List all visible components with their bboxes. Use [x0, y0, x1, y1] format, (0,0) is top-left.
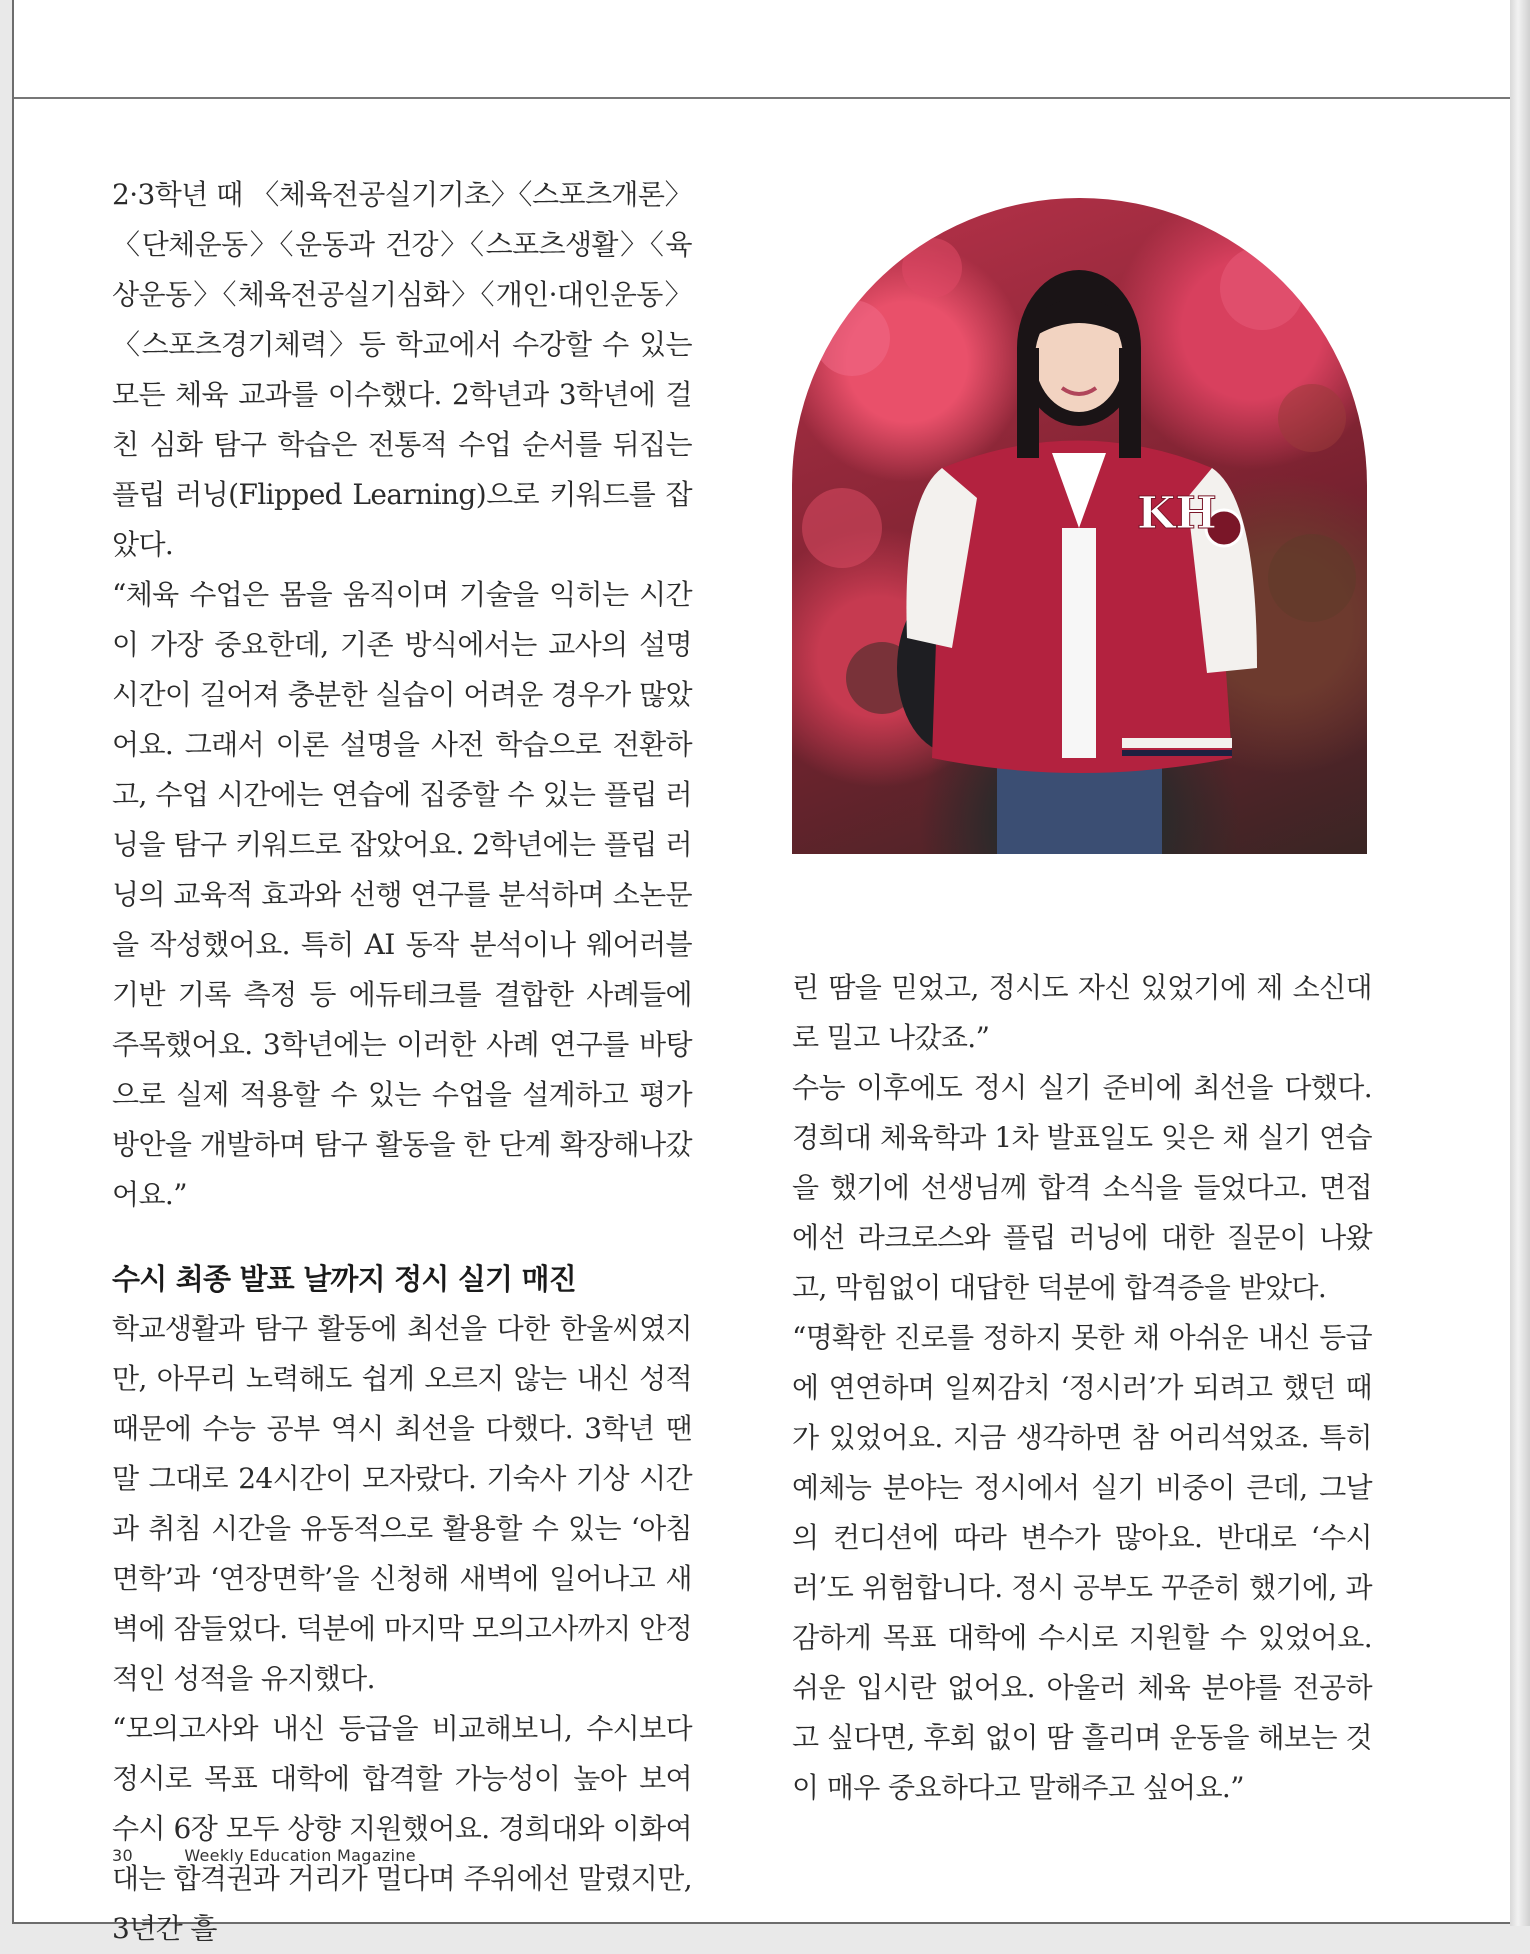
section-heading: 수시 최종 발표 날까지 정시 실기 매진: [112, 1262, 576, 1296]
magazine-name: Weekly Education Magazine: [184, 1846, 416, 1865]
body-paragraph: 2·3학년 때 〈체육전공실기기초〉〈스포츠개론〉〈단체운동〉〈운동과 건강〉〈스포츠생활〉〈육상운동〉〈체육전공실기심화〉〈개인·대인운동〉〈스포츠경기체력〉등 학교에서 수강할 수 있는 모든 체육 교과를 이수했다. 2학년과 3학년에 걸친 심화 탐구 학습은 전통적 수업 순서를 뒤집는 플립 러닝(Flipped Learning)으로 키워드를 잡았다.: [112, 178, 692, 561]
quote-continuation: 린 땀을 믿었고, 정시도 자신 있었기에 제 소신대로 밀고 나갔죠.”: [792, 971, 1372, 1054]
quote-paragraph: “모의고사와 내신 등급을 비교해보니, 수시보다 정시로 목표 대학에 합격할 가능성이 높아 보여 수시 6장 모두 상향 지원했어요. 경희대와 이화여대는 합격권과 거리가 멀다며 주위에선 말렸지만, 3년간 흘: [112, 1712, 692, 1945]
header-rule: [14, 97, 1510, 99]
jacket-letters: KH: [1137, 488, 1217, 539]
left-column: [112, 170, 692, 1954]
page-number: 30: [112, 1846, 133, 1865]
quote-paragraph: “명확한 진로를 정하지 못한 채 아쉬운 내신 등급에 연연하며 일찌감치 ‘정시러’가 되려고 했던 때가 있었어요. 지금 생각하면 참 어리석었죠. 특히 예체능 분야는 정시에서 실기 비중이 큰데, 그날의 컨디션에 따라 변수가 많아요. 반대로 ‘수시러’도 위험합니다. 정시 공부도 꾸준히 했기에, 과감하게 목표 대학에 수시로 지원할 수 있었어요. 쉬운 입시란 없어요. 아울러 체육 분야를 전공하고 싶다면, 후회 없이 땀 흘리며 운동을 해보는 것이 매우 중요하다고 말해주고 싶어요.”: [792, 1321, 1372, 1804]
page-edge: [1510, 0, 1530, 1926]
body-paragraph: 수능 이후에도 정시 실기 준비에 최선을 다했다. 경희대 체육학과 1차 발표일도 잊은 채 실기 연습을 했기에 선생님께 합격 소식을 들었다고. 면접에선 라크로스와 플립 러닝에 대한 질문이 나왔고, 막힘없이 대답한 덕분에 합격증을 받았다.: [792, 1071, 1372, 1304]
student-illustration: [792, 198, 1367, 854]
quote-paragraph: “체육 수업은 몸을 움직이며 기술을 익히는 시간이 가장 중요한데, 기존 방식에서는 교사의 설명 시간이 길어져 충분한 실습이 어려운 경우가 많았어요. 그래서 이론 설명을 사전 학습으로 전환하고, 수업 시간에는 연습에 집중할 수 있는 플립 러닝을 탐구 키워드로 잡았어요. 2학년에는 플립 러닝의 교육적 효과와 선행 연구를 분석하며 소논문을 작성했어요. 특히 AI 동작 분석이나 웨어러블 기반 기록 측정 등 에듀테크를 결합한 사례들에 주목했어요. 3학년에는 이러한 사례 연구를 바탕으로 실제 적용할 수 있는 수업을 설계하고 평가 방안을 개발하며 탐구 활동을 한 단계 확장해나갔어요.”: [112, 578, 692, 1211]
body-paragraph: 학교생활과 탐구 활동에 최선을 다한 한울씨였지만, 아무리 노력해도 쉽게 오르지 않는 내신 성적 때문에 수능 공부 역시 최선을 다했다. 3학년 땐 말 그대로 24시간이 모자랐다. 기숙사 기상 시간과 취침 시간을 유동적으로 활용할 수 있는 ‘아침면학’과 ‘연장면학’을 신청해 새벽에 일어나고 새벽에 잠들었다. 덕분에 마지막 모의고사까지 안정적인 성적을 유지했다.: [112, 1312, 692, 1695]
student-photo: [792, 198, 1367, 854]
right-column: [792, 963, 1372, 1813]
page-footer: [112, 1846, 416, 1865]
